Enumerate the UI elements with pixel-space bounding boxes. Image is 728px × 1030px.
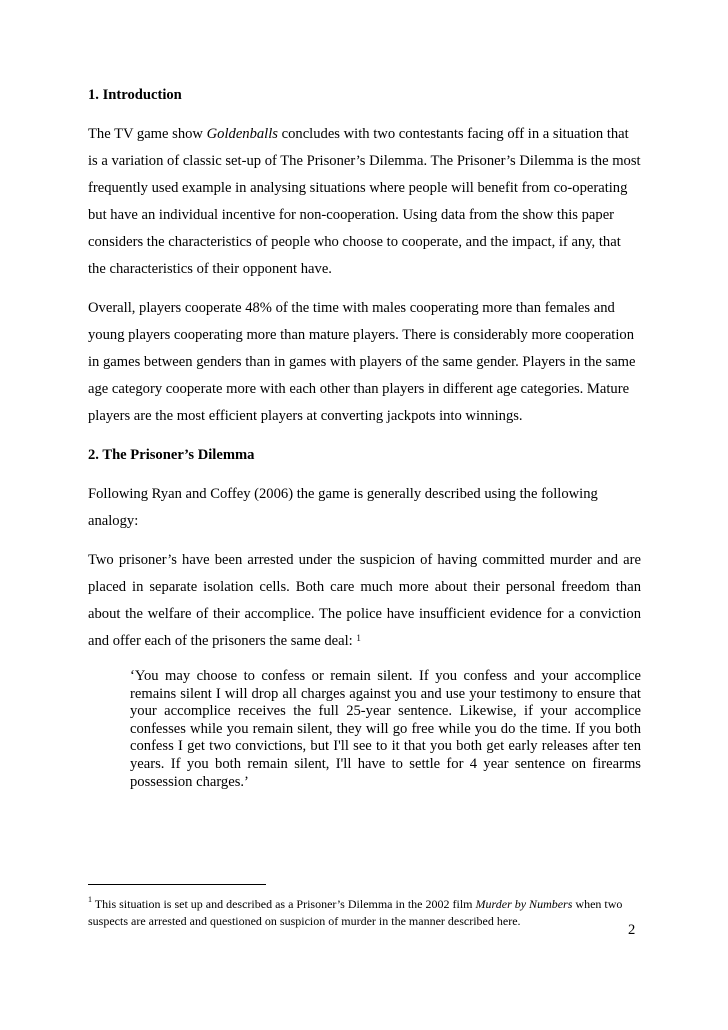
dilemma-paragraph-1: Following Ryan and Coffey (2006) the game is generally described using the following analogy:: [88, 486, 598, 529]
footnote: [88, 892, 648, 930]
footnote-number: 1: [88, 895, 92, 904]
intro-paragraph-1-rest: concludes with two contestants facing off in a situation that is a variation of classic set-up of The Prisoner’s Dilemma. The Prisoner’s Dilemma is the most frequently used example in analysing situations where people will benefit from co-operating but have an individual incentive for non-cooperation. Using data from the show this paper considers the characteristics of people who choose to cooperate, and the impact, if any, that the characteristics of their opponent have.: [88, 126, 641, 277]
page-number: 2: [628, 922, 636, 938]
dilemma-paragraph-2: [88, 547, 641, 655]
intro-paragraph-2: Overall, players cooperate 48% of the time with males cooperating more than females and young players cooperating more than mature players. There is considerably more cooperation in games between genders than in games with players of the same gender. Players in the same age category cooperate more with each other than players in different age categories. Mature players are the most efficient players at converting jackpots into winnings.: [88, 300, 636, 424]
show-title: Goldenballs: [206, 126, 278, 142]
footnote-divider: [88, 884, 266, 885]
footnote-reference[interactable]: 1: [356, 633, 361, 643]
section-heading-prisoners-dilemma: 2. The Prisoner’s Dilemma: [88, 447, 255, 463]
intro-paragraph-1-lead: The TV game show: [88, 126, 207, 142]
intro-paragraph-1: [88, 121, 641, 283]
block-quote: ‘You may choose to confess or remain silent. If you confess and your accomplice remains silent I will drop all charges against you and use your testimony to ensure that your accomplice receives the full 25-year sentence. Likewise, if your accomplice confesses while you remain silent, they will go free while you do the time. If you both confess I get two convictions, but I'll see to it that you both get early releases after ten years. If you both remain silent, I'll have to settle for 4 year sentence on firearms possession charges.’: [130, 668, 641, 790]
document-body: [88, 82, 641, 791]
section-heading-introduction: 1. Introduction: [88, 87, 182, 103]
footnote-text-rest: when two suspects are arrested and questioned on suspicion of murder in the manner described here.: [88, 897, 623, 928]
dilemma-paragraph-2-text: Two prisoner’s have been arrested under the suspicion of having committed murder and are placed in separate isolation cells. Both care much more about their personal freedom than about the welfare of their accomplice. The police have insufficient evidence for a conviction and offer each of the prisoners the same deal:: [88, 552, 641, 649]
footnote-text-lead: This situation is set up and described as a Prisoner’s Dilemma in the 2002 film: [92, 897, 476, 911]
film-title: Murder by Numbers: [475, 897, 573, 911]
